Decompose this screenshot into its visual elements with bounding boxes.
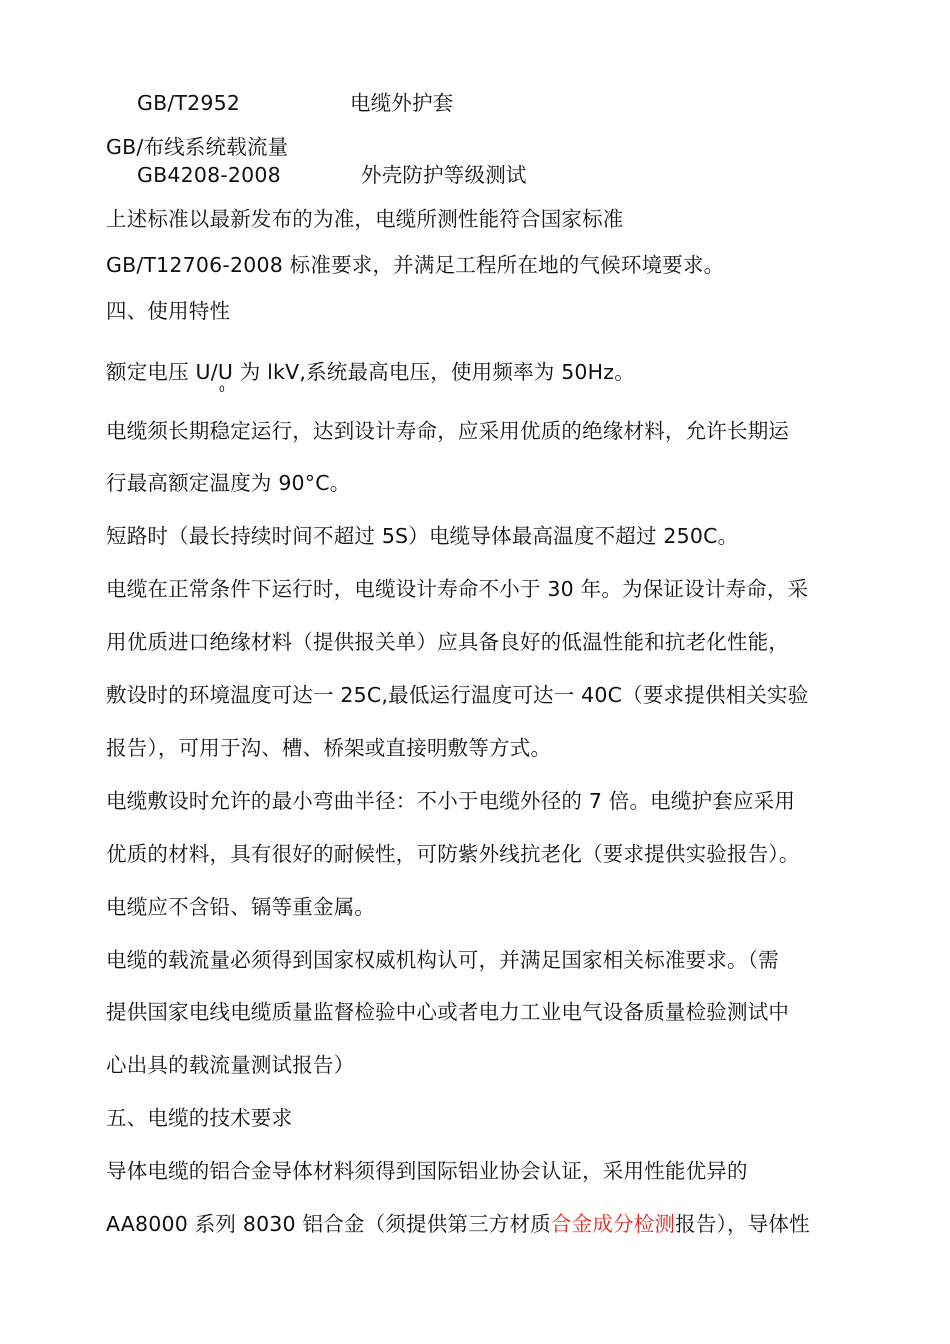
standard-code: GB/T2952 bbox=[137, 91, 241, 115]
paragraph-line: 用优质进口绝缘材料（提供报关单）应具备良好的低温性能和抗老化性能， bbox=[106, 630, 790, 654]
paragraph-line: 报告），可用于沟、槽、桥架或直接明敷等方式。 bbox=[106, 736, 552, 760]
section-heading: 五、电缆的技术要求 bbox=[106, 1106, 293, 1130]
paragraph-line: 电缆的载流量必须得到国家权威机构认可，并满足国家相关标准要求。（需 bbox=[106, 948, 779, 972]
paragraph-line-mixed bbox=[106, 1211, 810, 1237]
paragraph-line: 提供国家电线电缆质量监督检验中心或者电力工业电气设备质量检验测试中 bbox=[106, 1000, 790, 1024]
standard-name: 外壳防护等级测试 bbox=[361, 163, 527, 187]
paragraph-line: 导体电缆的铝合金导体材料须得到国际铝业协会认证，采用性能优异的 bbox=[106, 1159, 748, 1183]
paragraph-line: 上述标准以最新发布的为准，电缆所测性能符合国家标准 bbox=[106, 207, 624, 231]
standard-line: GB/布线系统载流量 bbox=[106, 135, 289, 159]
subscript: 0 bbox=[219, 385, 225, 395]
section-heading: 四、使用特性 bbox=[106, 299, 231, 323]
paragraph-line: 优质的材料，具有很好的耐候性，可防紫外线抗老化（要求提供实验报告）。 bbox=[106, 842, 800, 866]
highlighted-text: 合金成分检测 bbox=[550, 1212, 676, 1236]
paragraph-line: 电缆应不含铅、镉等重金属。 bbox=[106, 895, 376, 919]
paragraph-line: 额定电压 U/U 为 lkV,系统最高电压，使用频率为 50Hz。 bbox=[106, 360, 635, 384]
text-segment: AA8000 系列 8030 铝合金（须提供第三方材质 bbox=[106, 1212, 551, 1236]
standard-name: 电缆外护套 bbox=[350, 91, 454, 115]
paragraph-line: 电缆敷设时允许的最小弯曲半径：不小于电缆外径的 7 倍。电缆护套应采用 bbox=[106, 789, 796, 813]
paragraph-line: 短路时（最长持续时间不超过 5S）电缆导体最高温度不超过 250C。 bbox=[106, 524, 739, 548]
paragraph-line: 行最高额定温度为 90°C。 bbox=[106, 471, 351, 495]
standard-code: GB4208-2008 bbox=[137, 163, 281, 187]
paragraph-line: 心出具的载流量测试报告） bbox=[106, 1053, 355, 1077]
paragraph-line: 电缆在正常条件下运行时，电缆设计寿命不小于 30 年。为保证设计寿命，采 bbox=[106, 577, 809, 601]
text-segment: 报告），导体性 bbox=[675, 1212, 810, 1236]
paragraph-line: 敷设时的环境温度可达一 25C,最低运行温度可达一 40C（要求提供相关实验 bbox=[106, 683, 809, 707]
paragraph-line: 电缆须长期稳定运行，达到设计寿命，应采用优质的绝缘材料，允许长期运 bbox=[106, 419, 790, 443]
paragraph-line: GB/T12706-2008 标准要求，并满足工程所在地的气候环境要求。 bbox=[106, 253, 725, 277]
